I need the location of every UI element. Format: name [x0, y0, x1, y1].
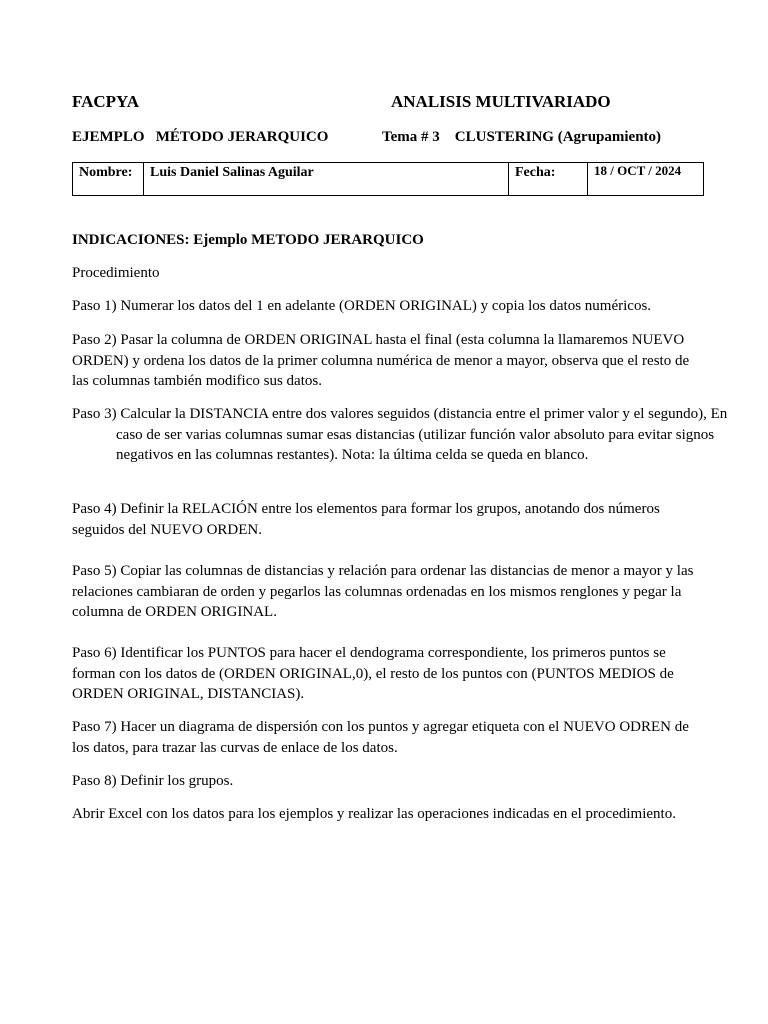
student-info-table — [72, 162, 704, 196]
step-8: Paso 8) Definir los grupos. — [72, 773, 234, 789]
table-divider — [587, 163, 588, 195]
step-6: Paso 6) Identificar los PUNTOS para hacer el dendograma correspondiente, los primeros puntos se forman con los datos de (ORDEN ORIGINAL,0), el resto de los puntos con (PUNTOS MEDIOS de ORDEN ORIGINAL, DISTANCIAS). — [72, 645, 674, 702]
closing-instruction: Abrir Excel con los datos para los ejemplos y realizar las operaciones indicadas en el procedimiento. — [72, 806, 676, 822]
step-3: Paso 3) Calcular la DISTANCIA entre dos valores seguidos (distancia entre el primer valor y el segundo), En caso de ser varias columnas sumar esas distancias (utilizar función valor absoluto para evitar signos negativos en las columnas restantes). Nota: la última celda se queda en blanco. — [72, 406, 728, 463]
example-title: EJEMPLO MÉTODO JERARQUICO — [72, 129, 329, 145]
procedure-label: Procedimiento — [72, 265, 160, 281]
institution-name: FACPYA — [72, 92, 140, 111]
step-2: Paso 2) Pasar la columna de ORDEN ORIGINAL hasta el final (esta columna la llamaremos NUEVO ORDEN) y ordena los datos de la primer columna numérica de menor a mayor, observa que el resto de las columnas también modifico sus datos. — [72, 332, 690, 389]
topic-title: Tema # 3 CLUSTERING (Agrupamiento) — [382, 129, 662, 145]
date-value: 18 / OCT / 2024 — [594, 163, 682, 178]
table-divider — [143, 163, 144, 195]
course-title: ANALISIS MULTIVARIADO — [391, 92, 611, 111]
name-value: Luis Daniel Salinas Aguilar — [150, 165, 314, 180]
indications-heading: INDICACIONES: Ejemplo METODO JERARQUICO — [72, 232, 424, 248]
step-5: Paso 5) Copiar las columnas de distancias y relación para ordenar las distancias de menor a mayor y las relaciones cambiaran de orden y pegarlos las columnas ordenadas en los mismos renglones y pegar la columna de ORDEN ORIGINAL. — [72, 563, 694, 620]
step-1: Paso 1) Numerar los datos del 1 en adelante (ORDEN ORIGINAL) y copia los datos numéricos. — [72, 298, 652, 314]
step-4: Paso 4) Definir la RELACIÓN entre los elementos para formar los grupos, anotando dos números seguidos del NUEVO ORDEN. — [72, 501, 660, 538]
date-label: Fecha: — [515, 165, 556, 180]
step-7: Paso 7) Hacer un diagrama de dispersión con los puntos y agregar etiqueta con el NUEVO ODREN de los datos, para trazar las curvas de enlace de los datos. — [72, 719, 689, 756]
name-label: Nombre: — [79, 165, 133, 180]
table-divider — [508, 163, 509, 195]
